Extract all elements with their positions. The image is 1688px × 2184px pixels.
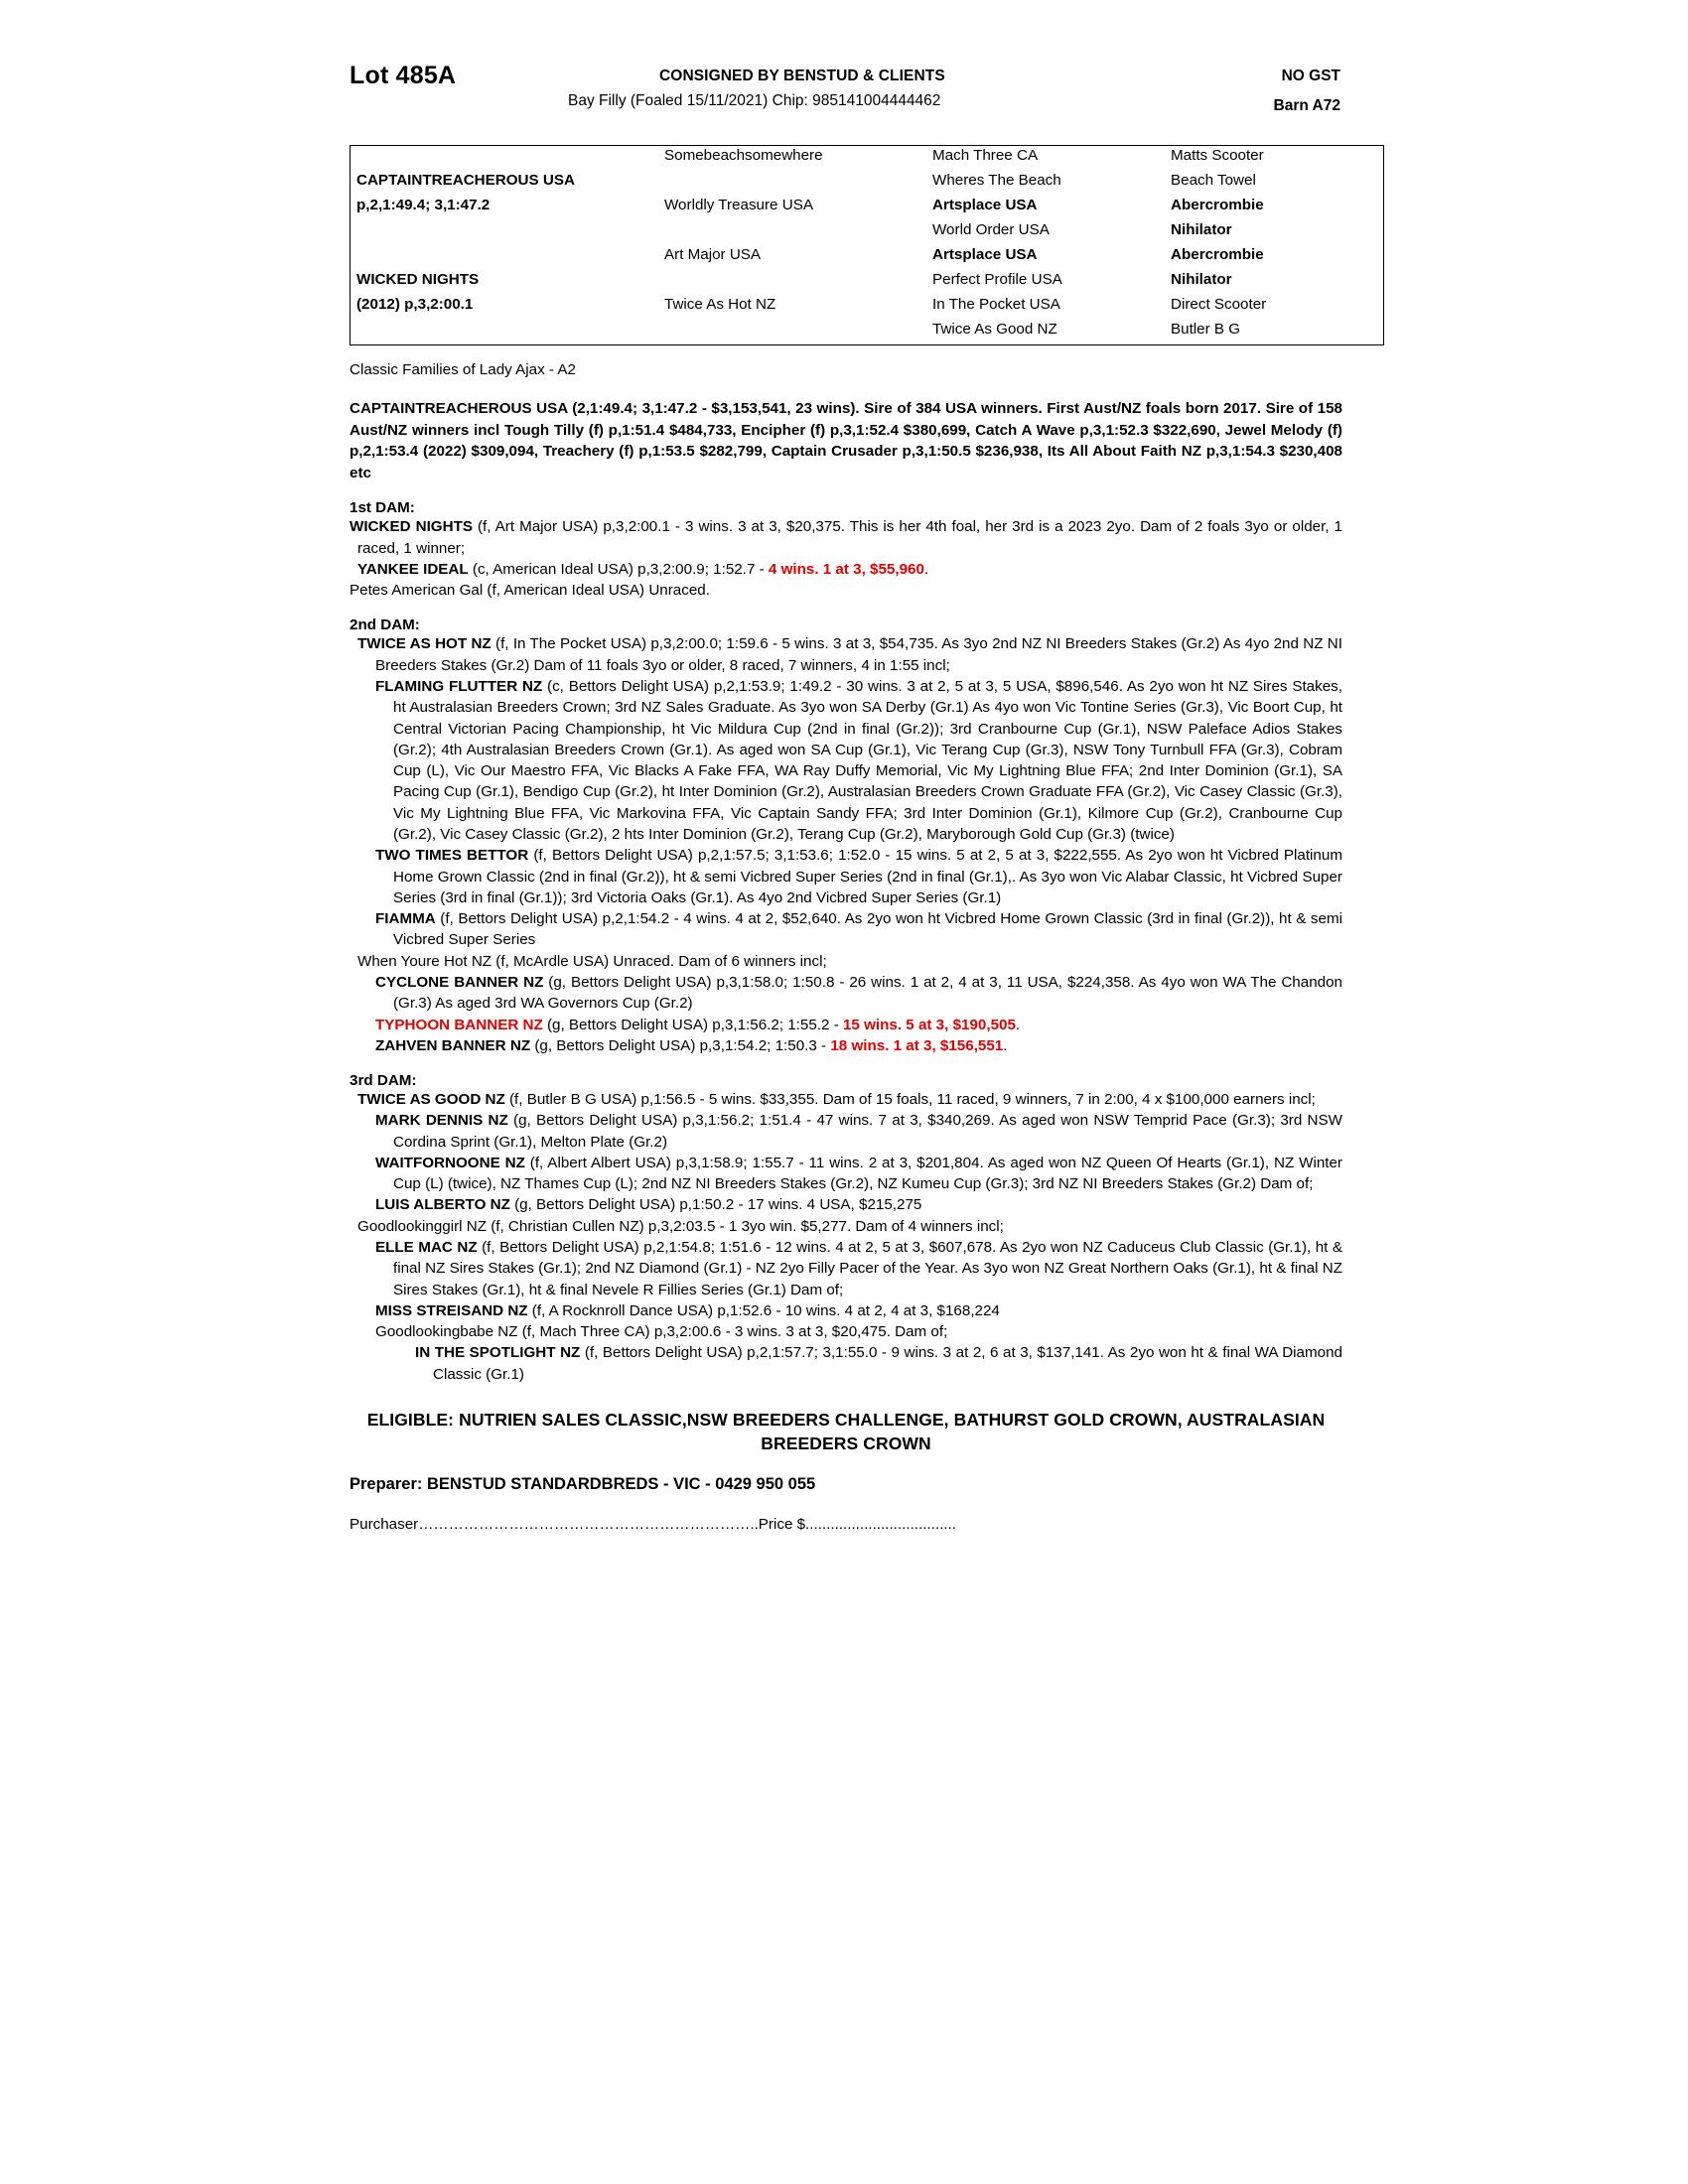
entry-text: (f, Bettors Delight USA) p,2,1:57.5; 3,1:53.6; 1:52.0 - 15 wins. 5 at 2, 5 at 3, $222,555. As 2yo won ht Vicbred Platinum Home Grown Classic (2nd in final (Gr.2)), ht & semi Vicbred Super Series (2nd in final (Gr.1),. As 3yo won Vic Alabar Classic, ht Vicbred Super Series (3rd in final (Gr.1)); 3rd Victoria Oaks (Gr.1). As 4yo 2nd Vicbred Super Series (Gr.1) (393, 847, 1342, 906)
entry-text: (f, Albert Albert USA) p,3,1:58.9; 1:55.7 - 11 wins. 2 at 3, $201,804. As aged won NZ Queen Of Hearts (Gr.1), NZ Winter Cup (L) (twice), NZ Thames Cup (L); 2nd NZ NI Breeders Stakes (Gr.2), NZ Kumeu Cup (Gr.3); 3rd NZ NI Breeders Stakes (Gr.2) Dam of; (393, 1154, 1342, 1193)
table-row (351, 295, 1384, 320)
entry-tail: . (1003, 1036, 1008, 1054)
barn-number: Barn A72 (1273, 97, 1340, 114)
pedigree-entry (350, 1015, 1342, 1035)
entry-name: FIAMMA (375, 910, 436, 928)
ped-cell (351, 320, 659, 345)
ped-cell: Abercrombie (1171, 246, 1264, 263)
subject-description: Bay Filly (Foaled 15/11/2021) Chip: 985141004444462 (568, 92, 941, 109)
ped-cell: Artsplace USA (932, 246, 1038, 263)
ped-cell: WICKED NIGHTS (356, 271, 480, 288)
eligible-races: ELIGIBLE: NUTRIEN SALES CLASSIC,NSW BREEDERS CHALLENGE, BATHURST GOLD CROWN, AUSTRALASIAN BREEDERS CROWN (366, 1410, 1326, 1453)
ped-cell: Perfect Profile USA (932, 271, 1062, 288)
ped-cell: Twice As Hot NZ (664, 296, 776, 313)
ped-cell: Art Major USA (664, 246, 762, 263)
entry-text: (f, Bettors Delight USA) p,2,1:54.8; 1:51.6 - 12 wins. 4 at 2, 5 at 3, $607,678. As 2yo won NZ Caduceus Club Classic (Gr.1), ht & final NZ Sires Stakes (Gr.1); 2nd NZ Diamond (Gr.1) - NZ 2yo Filly Pacer of the Year. As 3yo won NZ Great Northern Oaks (Gr.1), ht & final NZ Sires Stakes (Gr.1), ht & final Nevele R Fillies Series (Gr.1) Dam of; (393, 1239, 1342, 1298)
pedigree-entry (350, 516, 1342, 559)
lot-number: Lot 485A (350, 62, 457, 89)
purchaser-line: Purchaser…………………………………………………………..Price $.................................... (350, 1516, 956, 1534)
entry-name: TYPHOON BANNER NZ (375, 1016, 543, 1033)
entry-text: (c, American Ideal USA) p,3,2:00.9; 1:52.7 - (468, 560, 769, 578)
ped-cell: Wheres The Beach (932, 172, 1061, 189)
first-dam-heading: 1st DAM: (350, 499, 415, 517)
ped-cell: Mach Three CA (932, 147, 1039, 164)
pedigree-entry: Goodlookingbabe NZ (f, Mach Three CA) p,3,2:00.6 - 3 wins. 3 at 3, $20,475. Dam of; (375, 1323, 948, 1341)
entry-text: (f, Bettors Delight USA) p,2,1:54.2 - 4 wins. 4 at 2, $52,640. As 2yo won ht Vicbred Home Grown Classic (3rd in final (Gr.2)), ht & semi Vicbred Super Series (393, 910, 1342, 949)
pedigree-entry (350, 908, 1342, 951)
entry-name: CYCLONE BANNER NZ (375, 973, 544, 991)
ped-cell (658, 171, 926, 196)
pedigree-entry (350, 676, 1342, 845)
classic-families: Classic Families of Lady Ajax - A2 (350, 361, 576, 378)
ped-cell: Direct Scooter (1171, 296, 1267, 313)
pedigree-entry (350, 845, 1342, 908)
ped-cell: World Order USA (932, 221, 1050, 238)
ped-cell: (2012) p,3,2:00.1 (356, 296, 474, 313)
entry-name: YANKEE IDEAL (357, 560, 469, 578)
ped-cell: Nihilator (1171, 271, 1232, 288)
pedigree-entry: Petes American Gal (f, American Ideal USA) Unraced. (350, 582, 710, 600)
entry-name: TWO TIMES BETTOR (375, 847, 529, 865)
entry-text: (g, Bettors Delight USA) p,3,1:56.2; 1:55.2 - (542, 1016, 843, 1033)
ped-cell: Abercrombie (1171, 197, 1264, 213)
entry-highlight: 4 wins. 1 at 3, $55,960 (768, 560, 924, 578)
entry-text: (c, Bettors Delight USA) p,2,1:53.9; 1:49.2 - 30 wins. 3 at 2, 5 at 3, 5 USA, $896,546. As 2yo won ht NZ Sires Stakes, ht Australasian Breeders Crown; 3rd NZ Sales Graduate. As 3yo won SA Derby (Gr.1) As 4yo won Vic Tontine Series (Gr.3), Vic Boort Cup, ht Central Victorian Pacing Championship, ht Vic Mildura Cup (2nd in final (Gr.2)); 3rd Cranbourne Cup (Gr.1), NSW Paleface Adios Stakes (Gr.2); 4th Australasian Breeders Crown (Gr.1). As aged won SA Cup (Gr.1), Vic Terang Cup (Gr.3), NSW Tony Turnbull FFA (Gr.3), Cobram Cup (L), Vic Our Maestro FFA, Vic Blacks A Fake FFA, WA Ray Duffy Memorial, Vic My Lightning Blue FFA; 2nd Inter Dominion (Gr.1), SA Pacing Cup (Gr.1), Bendigo Cup (Gr.2), ht Inter Dominion (Gr.2), Australasian Breeders Crown Graduate FFA (Gr.2), Vic Casey Classic (Gr.3), Vic My Lightning Blue FFA, Vic Markovina FFA, Vic Captain Sandy FFA; 3rd Inter Dominion (Gr.1), Kilmore Cup (Gr.2), Cranbourne Cup (Gr.2), Vic Casey Classic (Gr.2), 2 hts Inter Dominion (Gr.2), Terang Cup (Gr.2), Maryborough Gold Cup (Gr.3) (twice) (393, 678, 1342, 843)
table-row (351, 196, 1384, 220)
pedigree-entry (350, 1153, 1342, 1195)
pedigree-entry (350, 972, 1342, 1015)
ped-cell (658, 220, 926, 245)
pedigree-entry (389, 1342, 1342, 1385)
ped-cell: Twice As Good NZ (932, 321, 1057, 338)
entry-highlight: 15 wins. 5 at 3, $190,505 (842, 1016, 1016, 1033)
entry-text: (f, A Rocknroll Dance USA) p,1:52.6 - 10 wins. 4 at 2, 4 at 3, $168,224 (527, 1301, 1000, 1319)
entry-tail: . (1015, 1016, 1021, 1033)
table-row (351, 245, 1384, 270)
entry-name: TWICE AS GOOD NZ (357, 1091, 505, 1109)
pedigree-table-wrap (350, 145, 1342, 345)
pedigree-table (350, 145, 1384, 345)
entry-name: IN THE SPOTLIGHT NZ (415, 1344, 581, 1362)
entry-highlight: 18 wins. 1 at 3, $156,551 (830, 1036, 1004, 1054)
entry-text: (g, Bettors Delight USA) p,1:50.2 - 17 wins. 4 USA, $215,275 (509, 1196, 922, 1214)
ped-cell: Artsplace USA (932, 197, 1038, 213)
entry-name: ZAHVEN BANNER NZ (375, 1036, 531, 1054)
preparer-line: Preparer: BENSTUD STANDARDBREDS - VIC - 0429 950 055 (350, 1475, 816, 1494)
entry-text: (g, Bettors Delight USA) p,3,1:56.2; 1:51.4 - 47 wins. 7 at 3, $340,269. As aged won NSW Temprid Pace (Gr.3); 3rd NSW Cordina Sprint (Gr.1), Melton Plate (Gr.2) (393, 1112, 1342, 1151)
second-dam-heading: 2nd DAM: (350, 616, 420, 634)
pedigree-entry (350, 1089, 1342, 1110)
entry-name: WAITFORNOONE NZ (375, 1154, 525, 1171)
pedigree-entry (350, 633, 1342, 676)
entry-text: (g, Bettors Delight USA) p,3,1:54.2; 1:50.3 - (530, 1036, 831, 1054)
pedigree-entry (350, 1110, 1342, 1153)
pedigree-entry (350, 559, 1342, 580)
entry-text: (f, In The Pocket USA) p,3,2:00.0; 1:59.6 - 5 wins. 3 at 3, $54,735. As 3yo 2nd NZ NI Breeders Stakes (Gr.2) As 4yo 2nd NZ NI Breeders Stakes (Gr.2) Dam of 11 foals 3yo or older, 8 raced, 7 winners, 4 in 1:55 incl; (375, 635, 1342, 674)
table-row (351, 270, 1384, 295)
ped-cell: Worldly Treasure USA (664, 197, 813, 213)
entry-text: (f, Bettors Delight USA) p,2,1:57.7; 3,1:55.0 - 9 wins. 3 at 2, 6 at 3, $137,141. As 2yo won ht & final WA Diamond Classic (Gr.1) (433, 1344, 1342, 1383)
table-row (351, 171, 1384, 196)
ped-cell: In The Pocket USA (932, 296, 1060, 313)
page-header (350, 62, 1342, 123)
consignor-line: CONSIGNED BY BENSTUD & CLIENTS (659, 68, 945, 84)
table-row (351, 220, 1384, 245)
entry-text: (f, Art Major USA) p,3,2:00.1 - 3 wins. 3 at 3, $20,375. This is her 4th foal, her 3rd is a 2023 2yo. Dam of 2 foals 3yo or older, 1 raced, 1 winner; (357, 518, 1342, 557)
pedigree-entry: When Youre Hot NZ (f, McArdle USA) Unraced. Dam of 6 winners incl; (357, 952, 827, 970)
ped-cell: Nihilator (1171, 221, 1232, 238)
ped-cell: Matts Scooter (1171, 147, 1264, 164)
entry-name: MARK DENNIS NZ (375, 1112, 508, 1130)
third-dam-heading: 3rd DAM: (350, 1072, 417, 1090)
ped-cell: Butler B G (1171, 321, 1241, 338)
ped-cell (351, 245, 659, 270)
ped-cell: p,2,1:49.4; 3,1:47.2 (356, 197, 491, 213)
entry-text: (f, Butler B G USA) p,1:56.5 - 5 wins. $33,355. Dam of 15 foals, 11 raced, 9 winners, 7 in 2:00, 4 x $100,000 earners incl; (504, 1091, 1316, 1109)
entry-tail: . (923, 560, 929, 578)
entry-name: TWICE AS HOT NZ (357, 635, 492, 653)
sire-summary: CAPTAINTREACHEROUS USA (2,1:49.4; 3,1:47.2 - $3,153,541, 23 wins). Sire of 384 USA winners. First Aust/NZ foals born 2017. Sire of 158 Aust/NZ winners incl Tough Tilly (f) p,1:51.4 $484,733, Encipher (f) p,3,1:52.4 $380,699, Catch A Wave p,3,1:52.3 $322,690, Jewel Melody (f) p,2,1:53.4 (2022) $309,094, Treachery (f) p,1:53.5 $282,799, Captain Crusader p,3,1:50.5 $236,938, Its All About Faith NZ p,3,1:54.3 $230,408 etc (350, 400, 1342, 481)
entry-name: FLAMING FLUTTER NZ (375, 678, 543, 695)
ped-cell (658, 270, 926, 295)
entry-name: MISS STREISAND NZ (375, 1301, 528, 1319)
table-row (351, 146, 1384, 172)
entry-name: WICKED NIGHTS (350, 518, 473, 536)
gst-status: NO GST (1281, 68, 1340, 84)
ped-cell: CAPTAINTREACHEROUS USA (356, 172, 575, 189)
ped-cell (658, 320, 926, 345)
pedigree-entry (350, 1300, 1342, 1321)
entry-text: (g, Bettors Delight USA) p,3,1:58.0; 1:50.8 - 26 wins. 1 at 2, 4 at 3, 11 USA, $224,358. As 4yo won WA The Chandon (Gr.3) As aged 3rd WA Governors Cup (Gr.2) (393, 973, 1342, 1013)
entry-name: LUIS ALBERTO NZ (375, 1196, 510, 1214)
sheet (350, 62, 1342, 1533)
pedigree-entry (350, 1194, 1342, 1215)
ped-cell: Somebeachsomewhere (664, 147, 823, 164)
entry-name: ELLE MAC NZ (375, 1239, 478, 1257)
ped-cell (351, 220, 659, 245)
pedigree-entry (350, 1035, 1342, 1056)
ped-cell: Beach Towel (1171, 172, 1256, 189)
table-row (351, 320, 1384, 345)
ped-cell (351, 146, 659, 172)
pedigree-entry (350, 1237, 1342, 1300)
pedigree-entry: Goodlookinggirl NZ (f, Christian Cullen NZ) p,3,2:03.5 - 1 3yo win. $5,277. Dam of 4 winners incl; (357, 1217, 1004, 1235)
